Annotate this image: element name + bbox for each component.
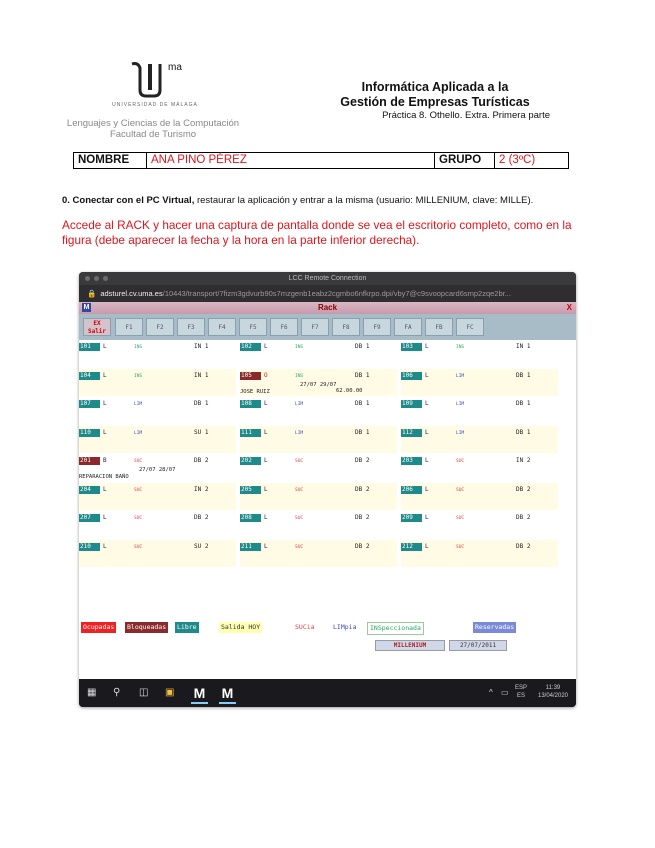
millenium-taskbar-button-2[interactable]: M [219,684,236,704]
fkey-f2[interactable]: F2 [146,318,174,336]
room-number: 101 [79,343,100,351]
url-path: /10443/transport/7fizm3gdvurb90s7mzgenb1eabz2cgmbo6nfkrpo.dpi/vby7@c9svoopcard6smp2zqe2br... [162,289,511,298]
room-cell[interactable] [240,454,397,481]
dept-line-1: Lenguajes y Ciencias de la Computación [66,118,240,129]
room-cell[interactable] [79,540,236,567]
room-guest: JOSE RUIZ [240,388,270,395]
status-bar [79,640,576,650]
room-status: L [103,514,107,521]
instruction-red: Accede al RACK y hacer una captura de pantalla donde se vea el escritorio completo, como en la figura (debe aparecer la fecha y la hora en la parte inferior derecha). [62,218,572,247]
room-type: IN 1 [194,371,209,379]
room-status: L [264,542,268,550]
room-type: SU 1 [194,428,209,436]
legend-bloqueadas: Bloqueadas [127,623,167,631]
legend-ocupadas: Ocupadas [83,623,115,631]
room-number: 205 [240,486,261,494]
room-cell[interactable] [240,340,397,367]
room-status: L [103,400,107,407]
clock-date: 13/04/2020 [537,693,569,699]
room-status: L [425,343,429,350]
room-clean-state: LIM [456,373,465,379]
rack-app [79,302,576,679]
room-status: L [425,400,429,407]
room-number: 206 [401,486,422,494]
room-cell[interactable] [401,369,558,396]
room-type: DB 2 [355,542,370,550]
room-cell[interactable] [401,511,558,538]
room-status: L [425,428,429,436]
room-number: 207 [79,514,100,522]
room-cell[interactable] [240,511,397,538]
fkey-f6[interactable]: F6 [270,318,298,336]
room-cell[interactable] [401,397,558,424]
room-amount: 62.00.00 [336,387,363,394]
status-user: MILLENIUM [375,640,445,651]
fkey-f1[interactable]: F1 [115,318,143,336]
practice-title: Práctica 8. Othello. Extra. Primera parte [382,110,550,121]
room-clean-state: SUC [456,544,465,550]
room-clean-state: LIM [134,402,143,407]
room-number: 211 [240,543,261,551]
room-clean-state: LIM [295,402,304,407]
room-number: 202 [240,457,261,465]
exit-button[interactable] [83,318,111,336]
room-cell[interactable] [240,426,397,453]
room-cell[interactable] [401,540,558,567]
nombre-label: NOMBRE [74,153,147,168]
course-title-line-2: Gestión de Empresas Turísticas [340,95,530,109]
room-type: DB 1 [516,371,531,379]
language-top: ESP [515,685,528,691]
course-title-line-1: Informática Aplicada a la [361,80,509,94]
room-cell[interactable] [79,397,236,424]
instruction-step-rest: restaurar la aplicación y entrar a la misma (usuario: MILLENIUM, clave: MILLE). [194,195,534,206]
room-status: L [103,542,107,550]
language-indicator[interactable] [515,684,527,700]
grupo-label: GRUPO [435,153,495,168]
room-cell[interactable] [401,340,558,367]
fkey-f9[interactable]: F9 [363,318,391,336]
url-bar[interactable] [79,285,576,302]
room-clean-state: SUC [456,459,465,464]
fkey-f8[interactable]: F8 [332,318,360,336]
room-type: DB 2 [194,514,209,521]
room-type: IN 2 [194,485,209,493]
millenium-taskbar-button-1[interactable]: M [191,684,208,704]
clock-time: 11:39 [545,685,561,691]
room-status: L [264,485,268,493]
room-number: 104 [79,372,100,380]
legend-libre: Libre [177,623,197,631]
room-type: DB 2 [516,542,531,550]
room-status: L [103,371,107,379]
fkey-f7[interactable]: F7 [301,318,329,336]
room-number: 103 [401,343,422,351]
room-type: DB 2 [516,485,531,493]
room-number: 108 [240,400,261,408]
room-dates: 27/07 29/07 [300,381,337,388]
room-clean-state: INS [295,345,304,350]
rack-title: Rack [317,303,338,312]
minimize-dot-icon[interactable] [94,276,99,281]
room-clean-state: LIM [456,402,465,407]
room-number: 107 [79,400,100,408]
room-status: L [264,457,268,464]
room-number: 111 [240,429,261,437]
room-number: 212 [401,543,422,551]
fkey-fc[interactable]: FC [456,318,484,336]
room-cell[interactable] [240,540,397,567]
app-m-icon: M [83,304,90,311]
room-cell[interactable] [401,454,558,481]
room-status: L [425,457,429,464]
room-number: 110 [79,429,100,437]
room-number: 102 [240,343,261,351]
room-status: L [264,514,268,521]
fkey-f4[interactable]: F4 [208,318,236,336]
room-cell[interactable] [240,369,397,396]
room-guest: REPARACION BAÑO [79,474,129,480]
room-status: L [425,542,429,550]
room-type: DB 2 [355,485,370,493]
room-clean-state: SUC [134,544,143,550]
room-cell[interactable] [240,397,397,424]
room-cell[interactable] [79,511,236,538]
windows-start-icon[interactable]: ▦ [87,687,97,698]
exit-button-top: EX [93,320,101,327]
window-controls [85,276,108,281]
room-clean-state: LIM [456,430,465,436]
room-number: 109 [401,400,422,408]
room-clean-state: SUC [134,459,143,464]
legend-limpia: LIMpia [333,623,357,631]
fkey-fb[interactable]: FB [425,318,453,336]
room-type: DB 1 [355,400,370,407]
room-type: IN 1 [194,343,209,350]
room-cell[interactable] [79,454,236,481]
fkey-f5[interactable]: F5 [239,318,267,336]
room-number: 203 [401,457,422,465]
url-host: adsturel.cv.uma.es [100,289,163,298]
legend-reservadas: Reservadas [475,623,515,631]
room-number: 112 [401,429,422,437]
zoom-dot-icon[interactable] [103,276,108,281]
room-type: SU 2 [194,542,209,550]
room-clean-state: SUC [456,487,465,493]
room-clean-state: SUC [295,516,304,521]
room-cell[interactable] [79,340,236,367]
tray-chevron-icon[interactable]: ^ [489,688,493,697]
room-status: L [425,514,429,521]
legend-sucia: SUCia [295,623,315,631]
windows-taskbar [79,679,576,707]
room-type: IN 2 [516,457,531,464]
search-icon[interactable]: ⚲ [113,687,121,698]
room-number: 201 [79,457,100,465]
room-dates: 27/07 28/07 [139,467,176,473]
file-explorer-icon[interactable]: ▣ [165,687,175,698]
room-cell[interactable] [401,483,558,510]
room-number: 106 [401,372,422,380]
room-cell[interactable] [79,426,236,453]
room-clean-state: SUC [295,544,304,550]
instruction-step [62,195,562,206]
status-date: 27/07/2011 [449,640,507,651]
rooms-grid [79,340,563,600]
room-status: L [425,371,429,379]
grupo-value: 2 (3ºC) [499,154,536,166]
room-clean-state: INS [295,373,304,379]
room-clean-state: SUC [134,516,143,521]
room-type: DB 1 [516,428,531,436]
room-clean-state: SUC [134,487,143,493]
room-clean-state: INS [134,345,143,350]
window-title: LCC Remote Connection [288,275,367,282]
room-status: L [264,428,268,436]
rack-titlebar [79,302,576,314]
room-clean-state: INS [456,345,465,350]
room-type: DB 1 [194,400,209,407]
room-type: DB 1 [516,400,531,407]
room-type: DB 1 [355,343,370,350]
room-clean-state: SUC [295,487,304,493]
fkey-fa[interactable]: FA [394,318,422,336]
nombre-value: ANA PINO PÉREZ [147,153,435,168]
room-status: L [103,485,107,493]
room-number: 208 [240,514,261,522]
task-view-icon[interactable]: ◫ [139,687,149,698]
room-status: L [264,343,268,350]
legend [79,622,576,634]
legend-salida: Salida HOY [221,623,261,631]
lock-icon: 🔒 [87,289,97,298]
course-title [300,80,570,110]
clock[interactable] [533,684,573,700]
room-type: IN 1 [516,343,531,350]
window-titlebar [79,272,576,285]
room-cell[interactable] [401,426,558,453]
room-status: L [103,343,107,350]
network-icon[interactable]: ▭ [501,688,509,697]
room-status: L [425,485,429,493]
room-clean-state: SUC [295,459,304,464]
remote-window [79,272,576,707]
room-clean-state: INS [134,373,143,379]
student-table [73,152,569,169]
legend-inspeccionada: INSpeccionada [367,622,424,635]
room-type: DB 2 [516,514,531,521]
logo-text: ma [168,62,182,73]
instruction-step-bold: 0. Conectar con el PC Virtual, [62,195,195,206]
close-dot-icon[interactable] [85,276,90,281]
department [58,118,248,140]
room-type: DB 2 [194,457,209,464]
fkey-f3[interactable]: F3 [177,318,205,336]
room-clean-state: SUC [456,516,465,521]
room-type: DB 2 [355,457,370,464]
room-number: 105 [240,372,261,380]
room-clean-state: LIM [295,430,304,436]
language-bottom: ES [517,693,526,699]
room-clean-state: LIM [134,430,143,436]
room-status: L [264,400,268,407]
room-status: B [103,457,107,464]
room-cell[interactable] [79,483,236,510]
close-icon[interactable]: X [566,303,572,312]
room-cell[interactable] [240,483,397,510]
room-status: O [264,371,268,379]
dept-line-2: Facultad de Turismo [109,129,197,140]
room-type: DB 1 [355,428,370,436]
room-number: 204 [79,486,100,494]
room-type: DB 2 [355,514,370,521]
room-number: 210 [79,543,100,551]
exit-button-bottom: Salir [87,328,107,335]
university-name: UNIVERSIDAD DE MÁLAGA [112,102,198,108]
function-keys [79,314,576,340]
room-type: DB 1 [355,371,370,379]
room-status: L [103,428,107,436]
room-cell[interactable] [79,369,236,396]
room-number: 209 [401,514,422,522]
